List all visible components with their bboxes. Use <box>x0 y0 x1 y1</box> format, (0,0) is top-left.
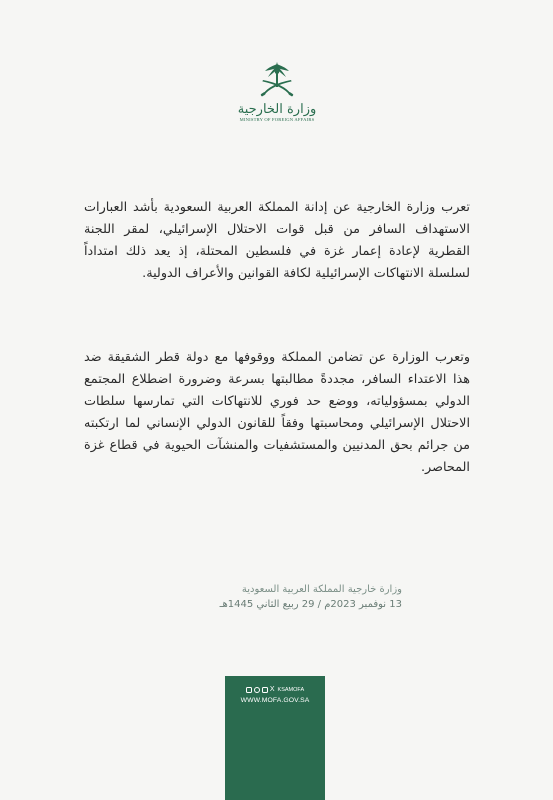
ministry-logo <box>232 60 322 140</box>
snapchat-icon[interactable] <box>254 687 260 693</box>
ministry-name-arabic: وزارة الخارجية <box>237 102 317 117</box>
instagram-icon[interactable] <box>262 687 268 693</box>
footer-banner <box>225 676 325 800</box>
palm-and-crossed-swords-icon <box>255 60 299 102</box>
website-link[interactable]: WWW.MOFA.GOV.SA <box>240 697 310 704</box>
statement-paragraph-2: وتعرب الوزارة عن تضامن المملكة ووقوفها مع دولة قطر الشقيقة ضد هذا الاعتداء السافر، مجددةً مطالبتها بسرعة وضرورة اضطلاع المجتمع الدولي بمسؤولياته، ووضع حد فوري للانتهاكات التي تمارسها سلطات الاحتلال الإسرائيلي ومحاسبتها وفقاً للقانون الدولي الإنساني لما ارتكبته من جرائم بحق المدنيين والمستشفيات والمنشآت الحيوية في قطاع غزة المحاصر. <box>84 349 470 475</box>
social-links <box>225 686 325 693</box>
ministry-name-english: MINISTRY OF FOREIGN AFFAIRS <box>239 117 315 122</box>
statement-paragraph-1: تعرب وزارة الخارجية عن إدانة المملكة العربية السعودية بأشد العبارات الاستهداف السافر من قبل قوات الاحتلال الإسرائيلي، لمقر اللجنة القطرية لإعادة إعمار غزة في فلسطين المحتلة، إذ يعد ذلك امتداداً لسلسلة الانتهاكات الإسرائيلية لكافة القوانين والأعراف الدولية. <box>84 199 470 281</box>
signature-block <box>150 582 402 612</box>
issue-date: 13 نوفمبر 2023م / 29 ربيع الثاني 1445هـ <box>219 599 402 610</box>
youtube-icon[interactable] <box>246 687 252 693</box>
x-icon[interactable]: X <box>269 686 275 693</box>
social-handle[interactable]: KSAMOFA <box>277 686 305 693</box>
issuer-name: وزارة خارجية المملكة العربية السعودية <box>241 584 402 595</box>
